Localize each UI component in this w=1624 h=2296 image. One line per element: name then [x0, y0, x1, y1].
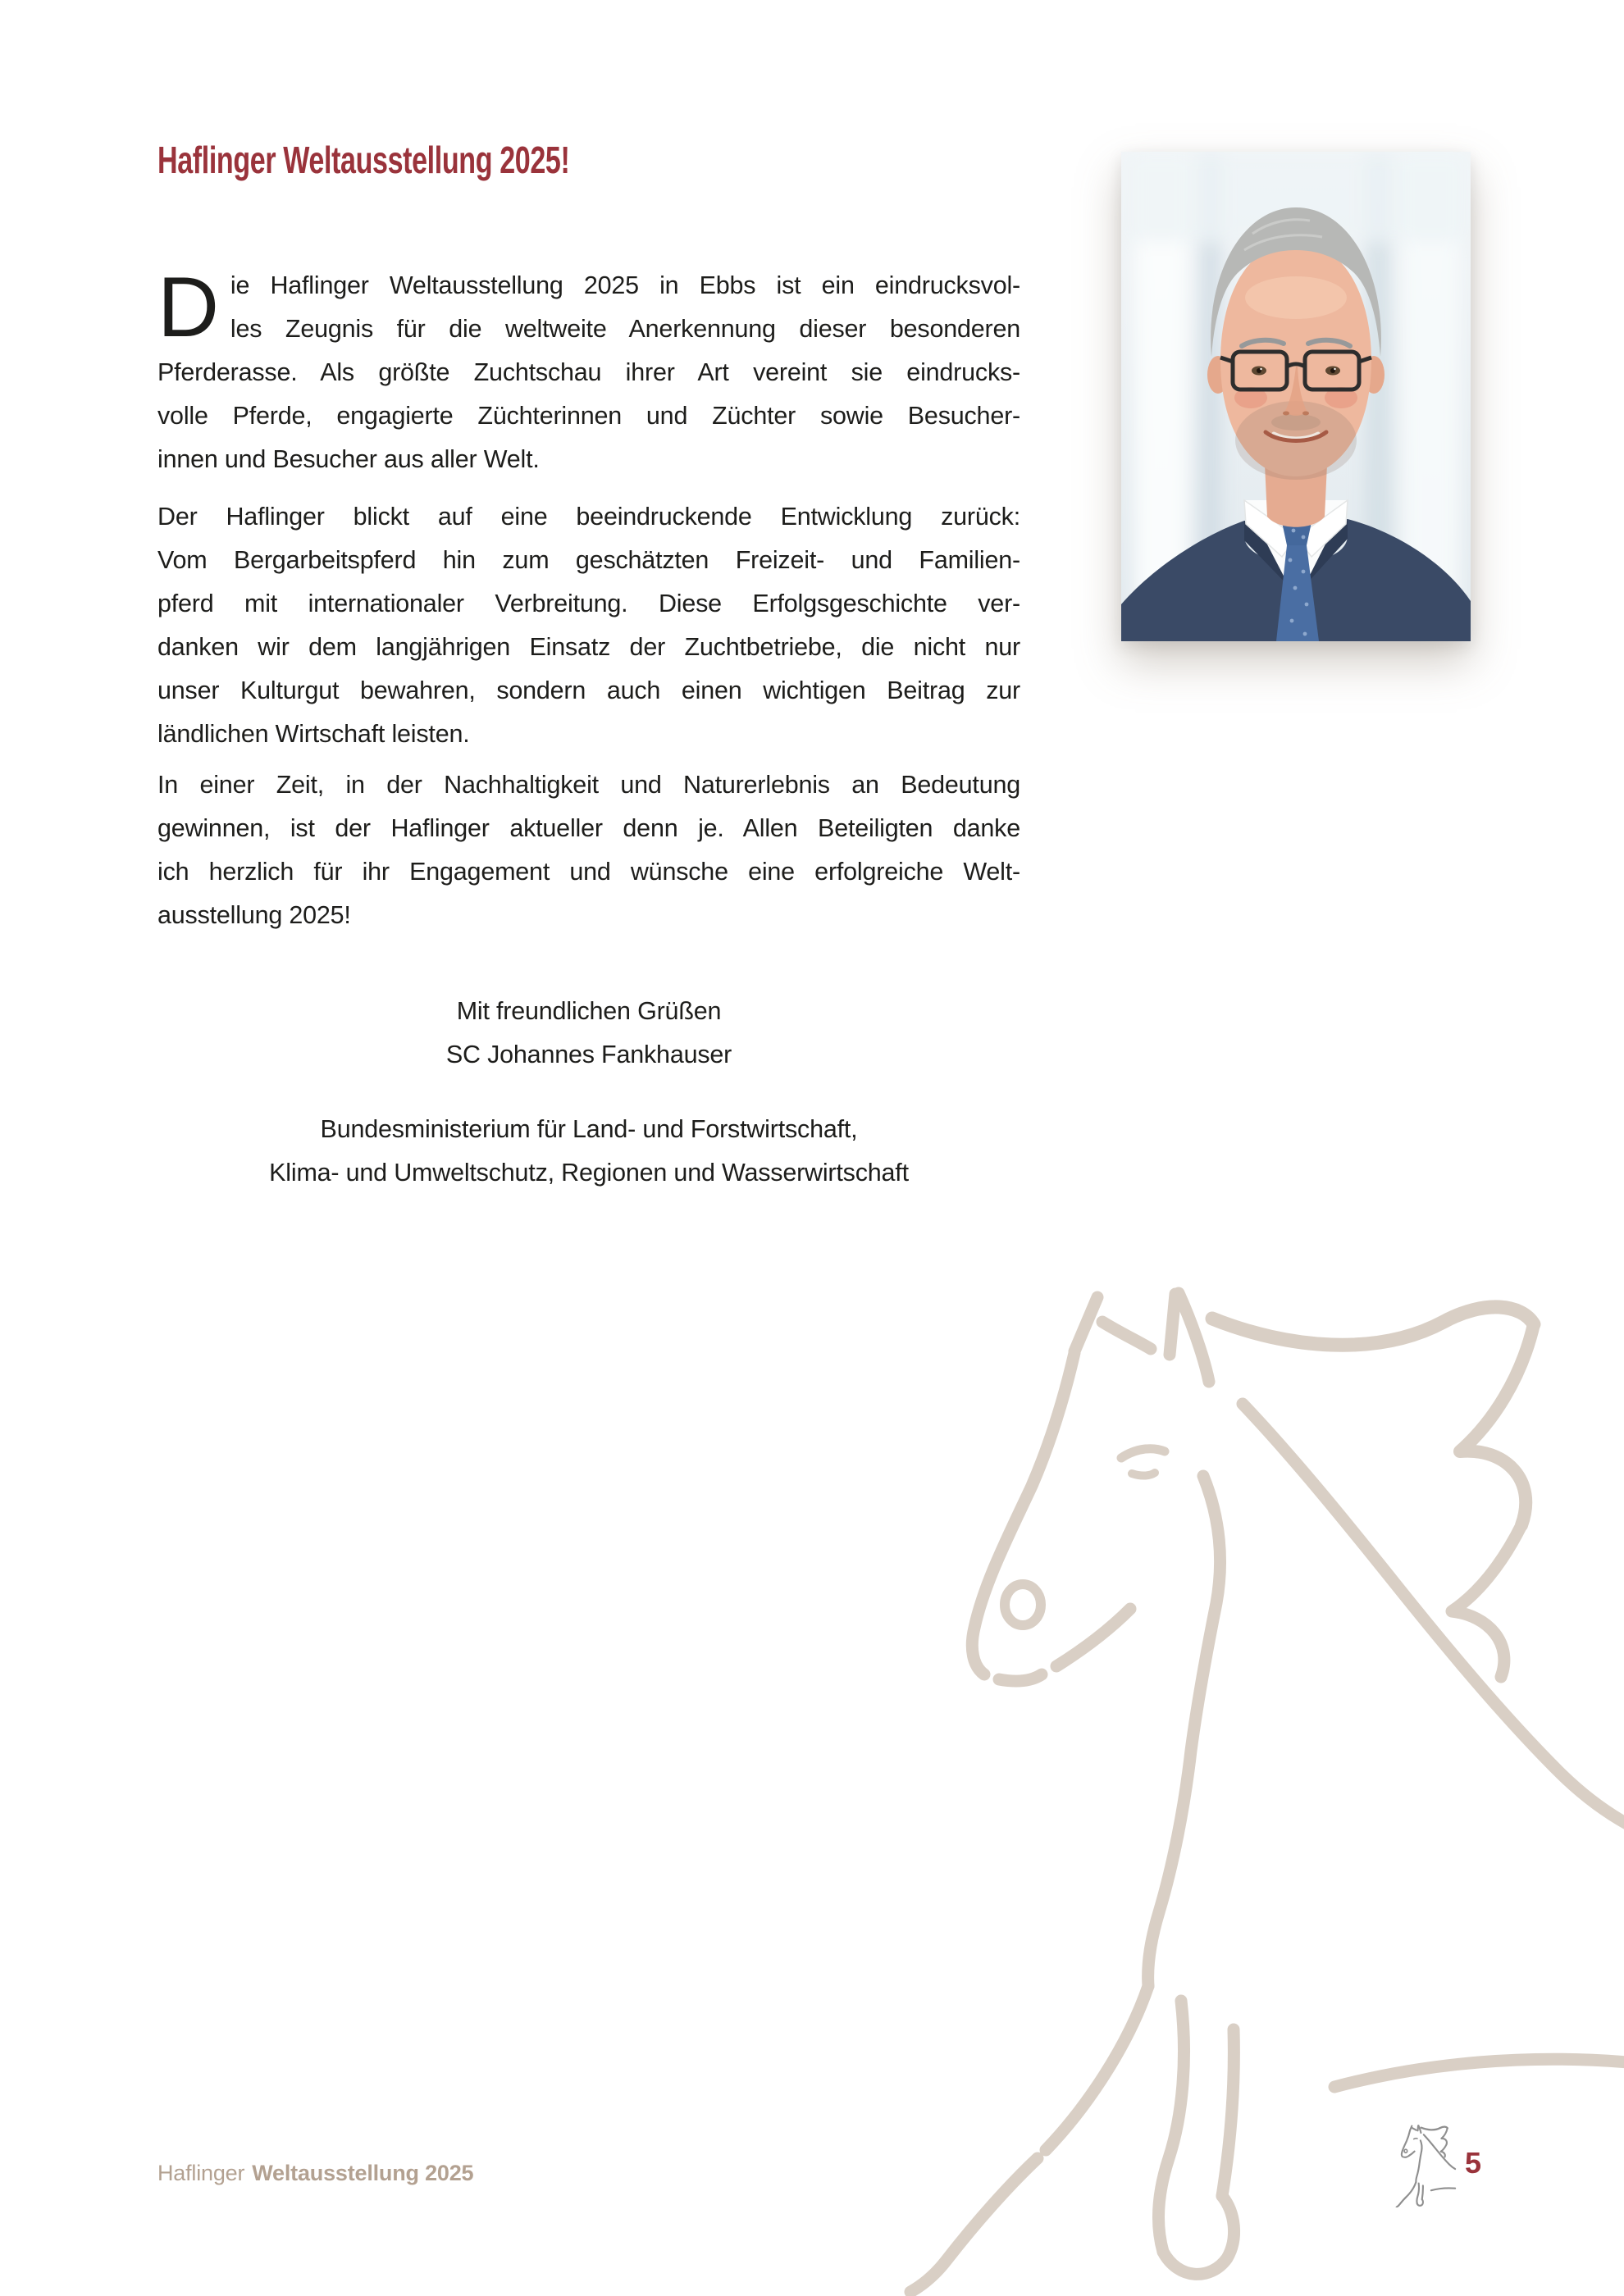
text-line: Mit freundlichen Grüßen: [456, 997, 722, 1025]
text-line: ländlichen Wirtschaft leisten.: [157, 720, 470, 748]
text-line: In einer Zeit, in der Nachhaltigkeit und Naturerlebnis an Bedeutung: [157, 771, 1020, 799]
paragraph-1: [157, 260, 1020, 481]
portrait-illustration: [1121, 152, 1471, 641]
paragraph-1-lines: [157, 260, 1020, 481]
paragraph-2: [157, 495, 1020, 756]
page-number: 5: [1465, 2146, 1482, 2180]
footer-brand: [157, 2159, 473, 2187]
text-line: unser Kulturgut bewahren, sondern auch einen wichtigen Beitrag zur: [157, 676, 1020, 704]
drop-cap: D: [157, 260, 219, 355]
text-line: Vom Bergarbeitspferd hin zum geschätzten Freizeit- und Familien-: [157, 546, 1020, 574]
article-body: [157, 260, 1020, 1195]
ministry-block: [157, 1108, 1020, 1195]
portrait-photo: [1121, 152, 1471, 641]
text-line: pferd mit internationaler Verbreitung. Diese Erfolgsgeschichte ver-: [157, 590, 1020, 617]
horse-logo-icon: [1393, 2124, 1457, 2207]
text-line: gewinnen, ist der Haflinger aktueller denn je. Allen Beteiligten danke: [157, 814, 1020, 842]
paragraph-3: [157, 763, 1020, 937]
text-line: danken wir dem langjährigen Einsatz der Zuchtbetriebe, die nicht nur: [157, 633, 1020, 661]
page-title: Haflinger Weltausstellung 2025!: [157, 139, 570, 181]
footer-brand-light: Haflinger: [157, 2161, 245, 2185]
text-line: ie Haflinger Weltausstellung 2025 in Ebbs ist ein eindrucksvol-: [230, 271, 1020, 299]
text-line: SC Johannes Fankhauser: [445, 1041, 732, 1068]
text-line: Der Haflinger blickt auf eine beeindruckende Entwicklung zurück:: [157, 503, 1020, 531]
text-line: ich herzlich für ihr Engagement und wünsche eine erfolgreiche Welt-: [157, 858, 1020, 886]
text-line: les Zeugnis für die weltweite Anerkennung dieser besonderen: [230, 315, 1020, 343]
text-line: innen und Besucher aus aller Welt.: [157, 445, 540, 473]
text-line: volle Pferde, engagierte Züchterinnen und Züchter sowie Besucher-: [157, 402, 1020, 430]
closing-salutation: [157, 990, 1020, 1077]
text-line: Bundesministerium für Land- und Forstwirtschaft,: [320, 1115, 858, 1143]
horse-watermark-icon: [886, 1271, 1624, 2296]
text-line: Klima- und Umweltschutz, Regionen und Wasserwirtschaft: [269, 1159, 909, 1187]
text-line: ausstellung 2025!: [157, 901, 351, 929]
text-line: Pferderasse. Als größte Zuchtschau ihrer Art vereint sie eindrucks-: [157, 358, 1020, 386]
footer-brand-bold: Weltausstellung 2025: [252, 2161, 474, 2185]
